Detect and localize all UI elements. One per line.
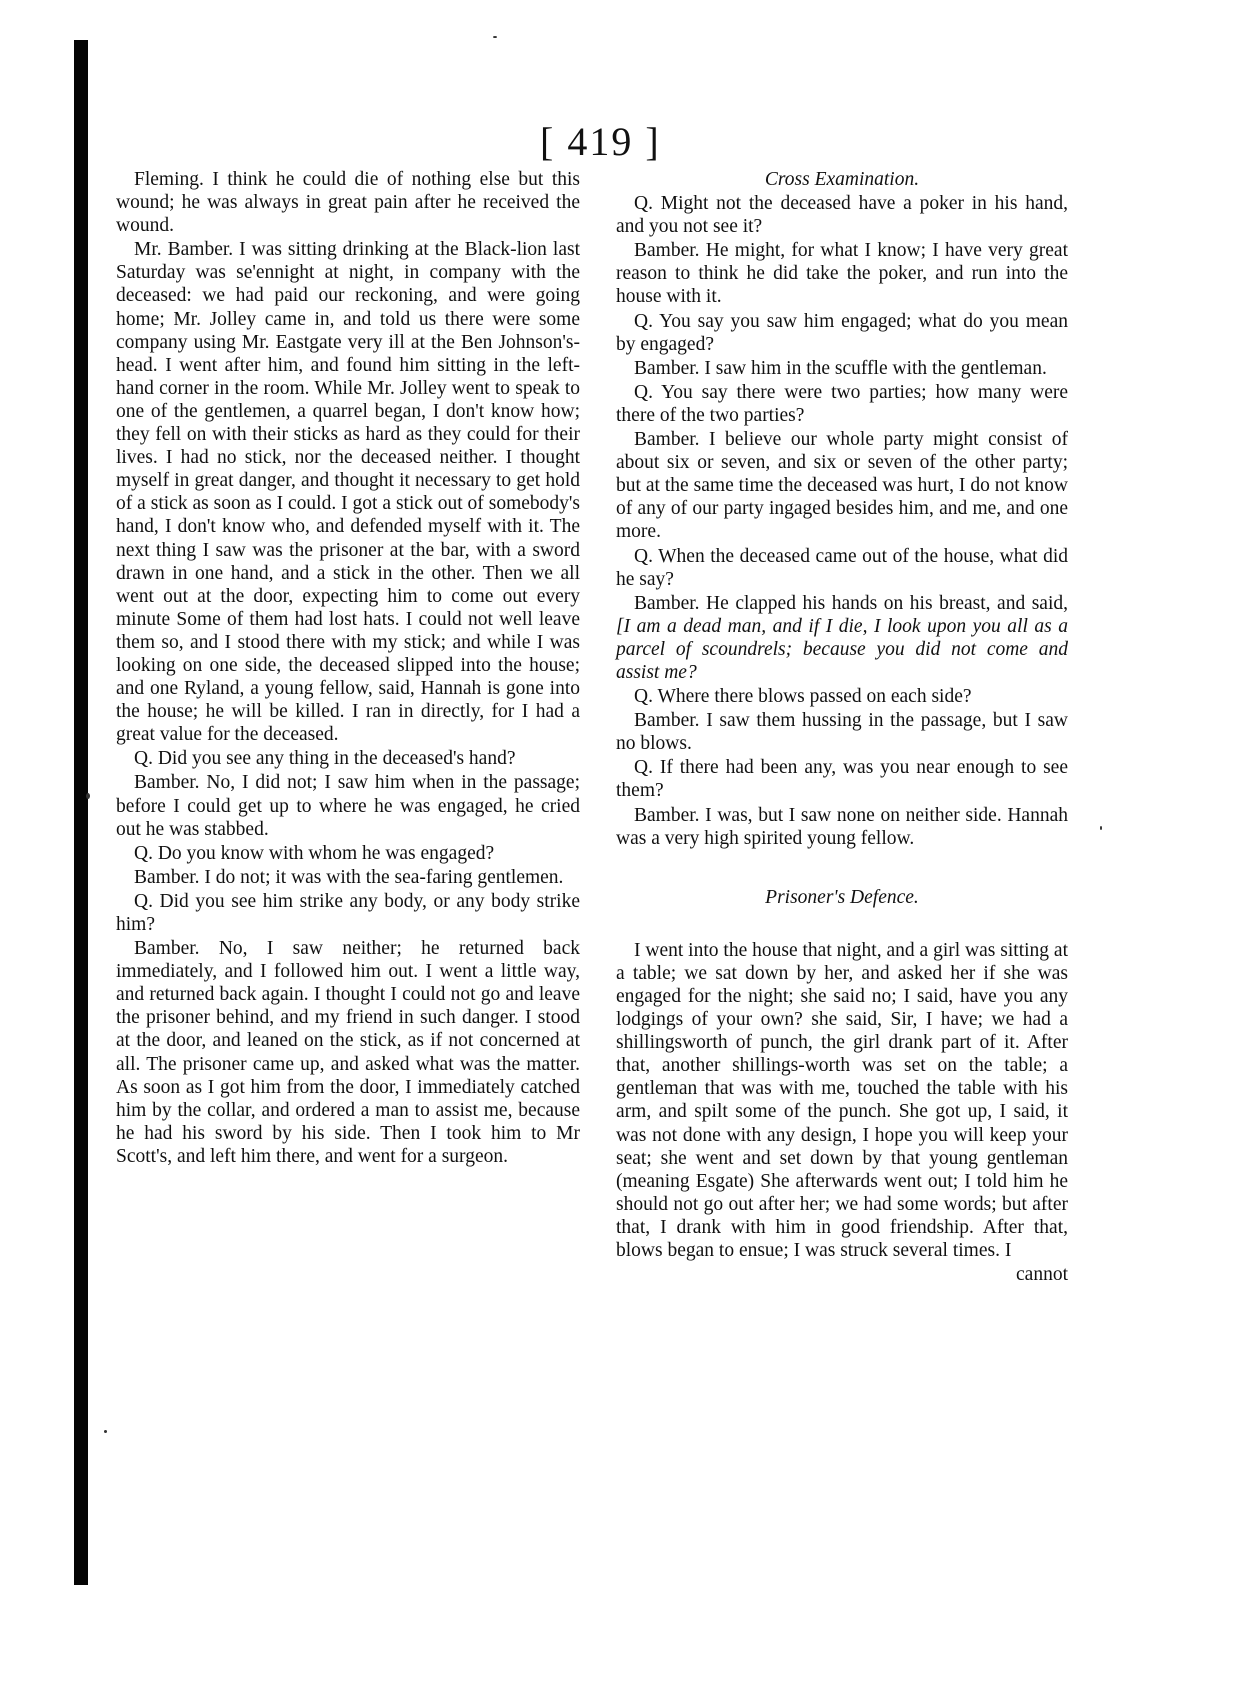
binding-edge xyxy=(74,40,88,1585)
defence-paragraph: I went into the house that night, and a girl was sitting at a table; we sat down by her, and asked her if she was engaged for the night; she said no; I said, have you any lodgings of your own? she said, Sir, I have; we had a shillingsworth of punch, the girl drank part of it. After that, another shillings-worth was set on the table; a gentleman that was with me, touched the table with his arm, and spilt some of the punch. She got up, I said, it was not done with any design, I hope you will keep your seat; she went and set down by that young gentleman (meaning Esgate) She afterwards went out; I told him he should not go out after her; we had some words; but after that, I drank with him in good friendship. After that, blows began to ensue; I was struck several times. I xyxy=(616,939,1068,1262)
quoted-speech: [I am a dead man, and if I die, I look upon you all as a parcel of scoundrels; because you did not come and assist me? xyxy=(616,615,1068,683)
testimony-paragraph: Fleming. I think he could die of nothing else but this wound; he was always in great pain after he received the wound. xyxy=(116,169,580,237)
testimony-paragraph: Bamber. No, I did not; I saw him when in the passage; before I could get up to where he was engaged, he cried out he was stabbed. xyxy=(116,772,580,840)
testimony-paragraph: Bamber. He might, for what I know; I have very great reason to think he did take the poker, and run into the house with it. xyxy=(616,240,1068,308)
catchword: cannot xyxy=(1016,1264,1068,1286)
testimony-paragraph: Q. Where there blows passed on each side? xyxy=(634,686,972,708)
page-number: [ 419 ] xyxy=(540,119,661,164)
left-column xyxy=(116,168,580,1169)
testimony-paragraph: Bamber. No, I saw neither; he returned back immediately, and I followed him out. I went a little way, and returned back again. I thought I could not go and leave the prisoner behind, and my friend in such danger. I stood at the door, and leaned on the stick, as if not concerned at all. The prisoner came up, and asked what was the matter. As soon as I got him from the door, I immediately catched him by the collar, and ordered a man to assist me, because he had his sword by his side. Then I took him to Mr Scott's, and left him there, and went for a surgeon. xyxy=(116,938,580,1167)
ink-mark xyxy=(493,36,497,38)
testimony-paragraph: Bamber. I believe our whole party might consist of about six or seven, and six or seven of the other party; but at the same time the deceased was hurt, I do not know of any of our party ingaged besides him, and me, and one more. xyxy=(616,429,1068,543)
ink-mark xyxy=(1100,826,1102,830)
testimony-paragraph: Bamber. I was, but I saw none on neither side. Hannah was a very high spirited young fellow. xyxy=(616,804,1068,849)
testimony-paragraph: Mr. Bamber. I was sitting drinking at the Black-lion last Saturday was se'ennight at night, in company with the deceased: we had paid our reckoning, and were going home; Mr. Jolley came in, and told us there were some company using Mr. Eastgate very ill at the Ben Johnson's-head. I went after him, and found him sitting in the left-hand corner in the room. While Mr. Jolley went to speak to one of the gentlemen, a quarrel began, I don't know how; they fell on with their sticks as hard as they could for their lives. I had no stick, nor the deceased neither. I thought myself in great danger, and thought it necessary to get hold of a stick as soon as I could. I got a stick out of somebody's hand, I don't know who, and defended myself with it. The next thing I saw was the prisoner at the bar, with a sword drawn in one hand, and a stick in the other. Then we all went out at the door, expecting him to come out every minute Some of them had lost hats. I could not well leave them so, and I stood there with my stick; and while I was looking on one side, the deceased slipped into the house; and one Ryland, a young fellow, said, Hannah is gone into the house; he will be killed. I ran in directly, for I had a great value for the deceased. xyxy=(116,239,580,746)
testimony-paragraph: Q. You say you saw him engaged; what do you mean by engaged? xyxy=(616,310,1068,355)
right-column xyxy=(616,168,1068,1287)
testimony-paragraph: Q. You say there were two parties; how many were there of the two parties? xyxy=(616,381,1068,426)
testimony-paragraph: Q. Do you know with whom he was engaged? xyxy=(134,842,495,864)
testimony-paragraph: Bamber. I saw him in the scuffle with the gentleman. xyxy=(634,357,1047,379)
ink-mark xyxy=(86,793,90,799)
defence-heading: Prisoner's Defence. xyxy=(765,886,919,908)
testimony-paragraph: Bamber. I saw them hussing in the passage, but I saw no blows. xyxy=(616,710,1068,755)
cross-examination-heading: Cross Examination. xyxy=(764,169,920,190)
testimony-paragraph: Bamber. I do not; it was with the sea-faring gentlemen. xyxy=(134,866,564,888)
testimony-paragraph: Q. If there had been any, was you near enough to see them? xyxy=(616,757,1068,802)
testimony-paragraph: Q. Did you see him strike any body, or any body strike him? xyxy=(116,890,580,935)
testimony-text: Bamber. He clapped his hands on his breast, and said, xyxy=(634,592,1068,614)
testimony-paragraph: Q. Did you see any thing in the deceased's hand? xyxy=(134,748,516,770)
testimony-paragraph: Q. When the deceased came out of the house, what did he say? xyxy=(616,545,1068,590)
testimony-paragraph: Q. Might not the deceased have a poker in his hand, and you not see it? xyxy=(616,193,1068,238)
testimony-paragraph xyxy=(616,592,1068,684)
ink-mark xyxy=(104,1430,107,1433)
